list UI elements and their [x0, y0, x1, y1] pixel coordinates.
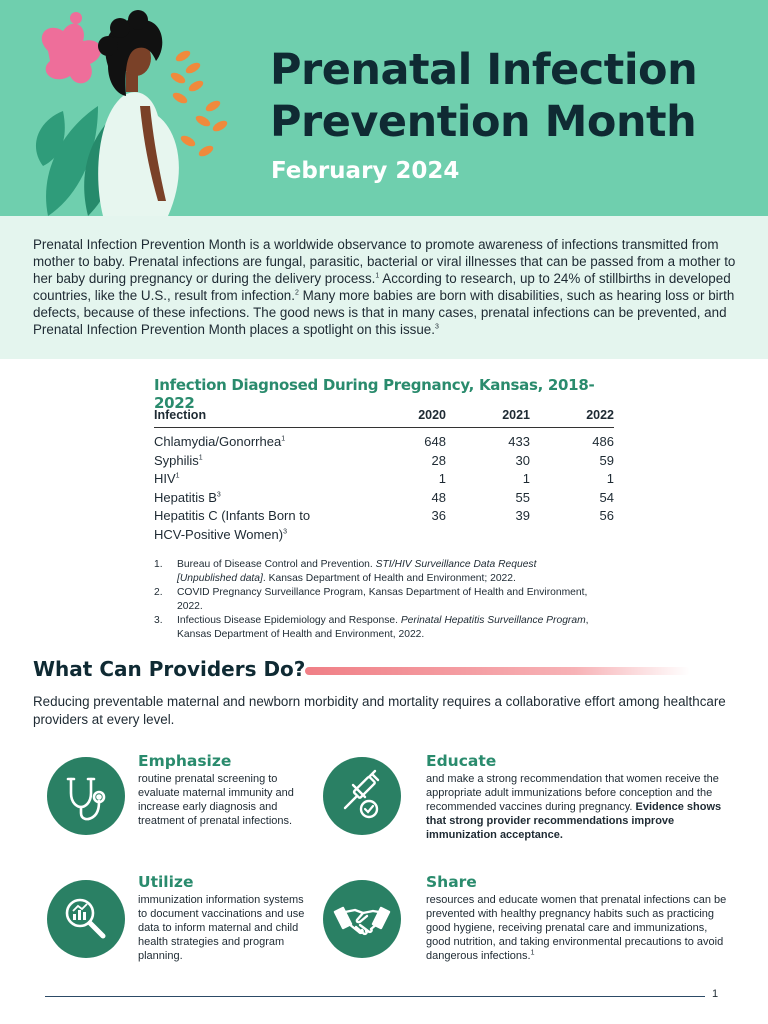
intro-paragraph: Prenatal Infection Prevention Month is a worldwide observance to promote awareness of infections transmitted from mother to baby. Prenatal infections are fungal, parasitic, bacterial or viral illnesses that can be passed from a mother to her baby during pregnancy or during the delivery process.$^1$ According to research, up to 24% of stillbirths in developed countries, like the U.S., result from infection.$^2$ Many more babies are born with disabilities, such as hearing loss or birth defects, because of these infections. The good news is that in many cases, prenatal infections can be prevented, and Prenatal Infection Prevention Month places a spotlight on this issue.$^3$ [33, 237, 736, 337]
column-header-infection: Infection [154, 408, 404, 428]
card-title-emphasize: Emphasize [138, 752, 232, 770]
value-cell: 1 [522, 471, 530, 486]
infection-table [154, 408, 614, 544]
section-intro: Reducing preventable maternal and newborn morbidity and mortality requires a collaborative effort among healthcare providers at every level. [33, 694, 726, 727]
footnote-item: 3. Infectious Disease Epidemiology and Response. Perinatal Hepatitis Surveillance Program, Kansas Department of Health and Environment, 2022. [154, 615, 589, 640]
value-cell: 28 [431, 452, 446, 468]
table-row [154, 507, 614, 544]
card-title-share: Share [426, 873, 477, 891]
value-cell: 48 [431, 489, 446, 505]
infection-cell: HIV$^1$ [154, 471, 180, 486]
table-row [154, 428, 614, 452]
value-cell: 1 [606, 471, 614, 486]
vaccine-icon [323, 757, 401, 835]
value-cell: 648 [424, 434, 446, 449]
value-cell: 486 [592, 434, 614, 449]
infection-cell: Syphilis$^1$ [154, 452, 203, 468]
heading-accent-bar [305, 667, 690, 675]
infection-table-section [154, 376, 614, 542]
card-title-educate: Educate [426, 752, 497, 770]
page-title: Prenatal Infection Prevention Month [270, 45, 698, 147]
value-cell: 59 [599, 452, 614, 468]
value-cell: 30 [515, 452, 530, 468]
card-text-utilize: immunization information systems to document vaccinations and use data to inform maternal and child health strategies and program planning. [138, 894, 305, 962]
stethoscope-icon [47, 757, 125, 835]
card-text-emphasize: routine prenatal screening to evaluate maternal immunity and increase early diagnosis and treatment of prenatal infections. [138, 773, 294, 827]
value-cell: 55 [515, 489, 530, 505]
footnote-item: 1. Bureau of Disease Control and Prevention. STI/HIV Surveillance Data Request [Unpublished data]. Kansas Department of Health and Environment; 2022. [154, 559, 537, 584]
page-number: 1 [712, 988, 719, 1000]
page-subtitle: February 2024 [271, 158, 460, 184]
footnote-item: 2. COVID Pregnancy Surveillance Program, Kansas Department of Health and Environment, 2022. [154, 587, 588, 612]
infection-cell: Hepatitis $B^3$ [154, 489, 221, 505]
table-row [154, 470, 614, 489]
column-header-2020: 2020 [404, 408, 446, 428]
table-row [154, 452, 614, 471]
table-row [154, 489, 614, 508]
value-cell: 39 [515, 508, 530, 523]
magnifier-chart-icon [47, 880, 125, 958]
footer-divider [45, 996, 705, 997]
intro-panel [0, 216, 768, 359]
card-title-utilize: Utilize [138, 873, 194, 891]
value-cell: 36 [431, 508, 446, 523]
infection-cell: Chlamydia/Gonorrhea$^1$ [154, 434, 286, 449]
footnotes-list [154, 558, 594, 643]
value-cell: 56 [599, 508, 614, 523]
handshake-icon [323, 880, 401, 958]
infection-cell: Hepatitis C (Infants Born to HCV-Positive Women)$^3$ [154, 508, 311, 542]
value-cell: 433 [508, 434, 530, 449]
value-cell: 1 [438, 471, 446, 486]
card-text-educate: and make a strong recommendation that women receive the appropriate adult immunizations before conception and the recommended vaccines during pregnancy. Evidence shows that strong provider recommendations improve immunization acceptance. [426, 773, 722, 841]
hero-banner [0, 0, 768, 216]
column-header-2022: 2022 [530, 408, 614, 428]
pregnant-woman-illustration [28, 6, 248, 216]
column-header-2021: 2021 [446, 408, 530, 428]
table-title: Infection Diagnosed During Pregnancy, Kansas, 2018-2022 [154, 376, 595, 412]
value-cell: 54 [599, 489, 614, 505]
table-header-row [154, 408, 614, 428]
section-heading: What Can Providers Do? [33, 657, 306, 681]
card-text-share: resources and educate women that prenatal infections can be prevented with healthy pregnancy habits such as practicing good hygiene, receiving prenatal care and immunizations, good nutrition, and taking environmental precautions to avoid dangerous infections.$^1$ [426, 894, 727, 962]
